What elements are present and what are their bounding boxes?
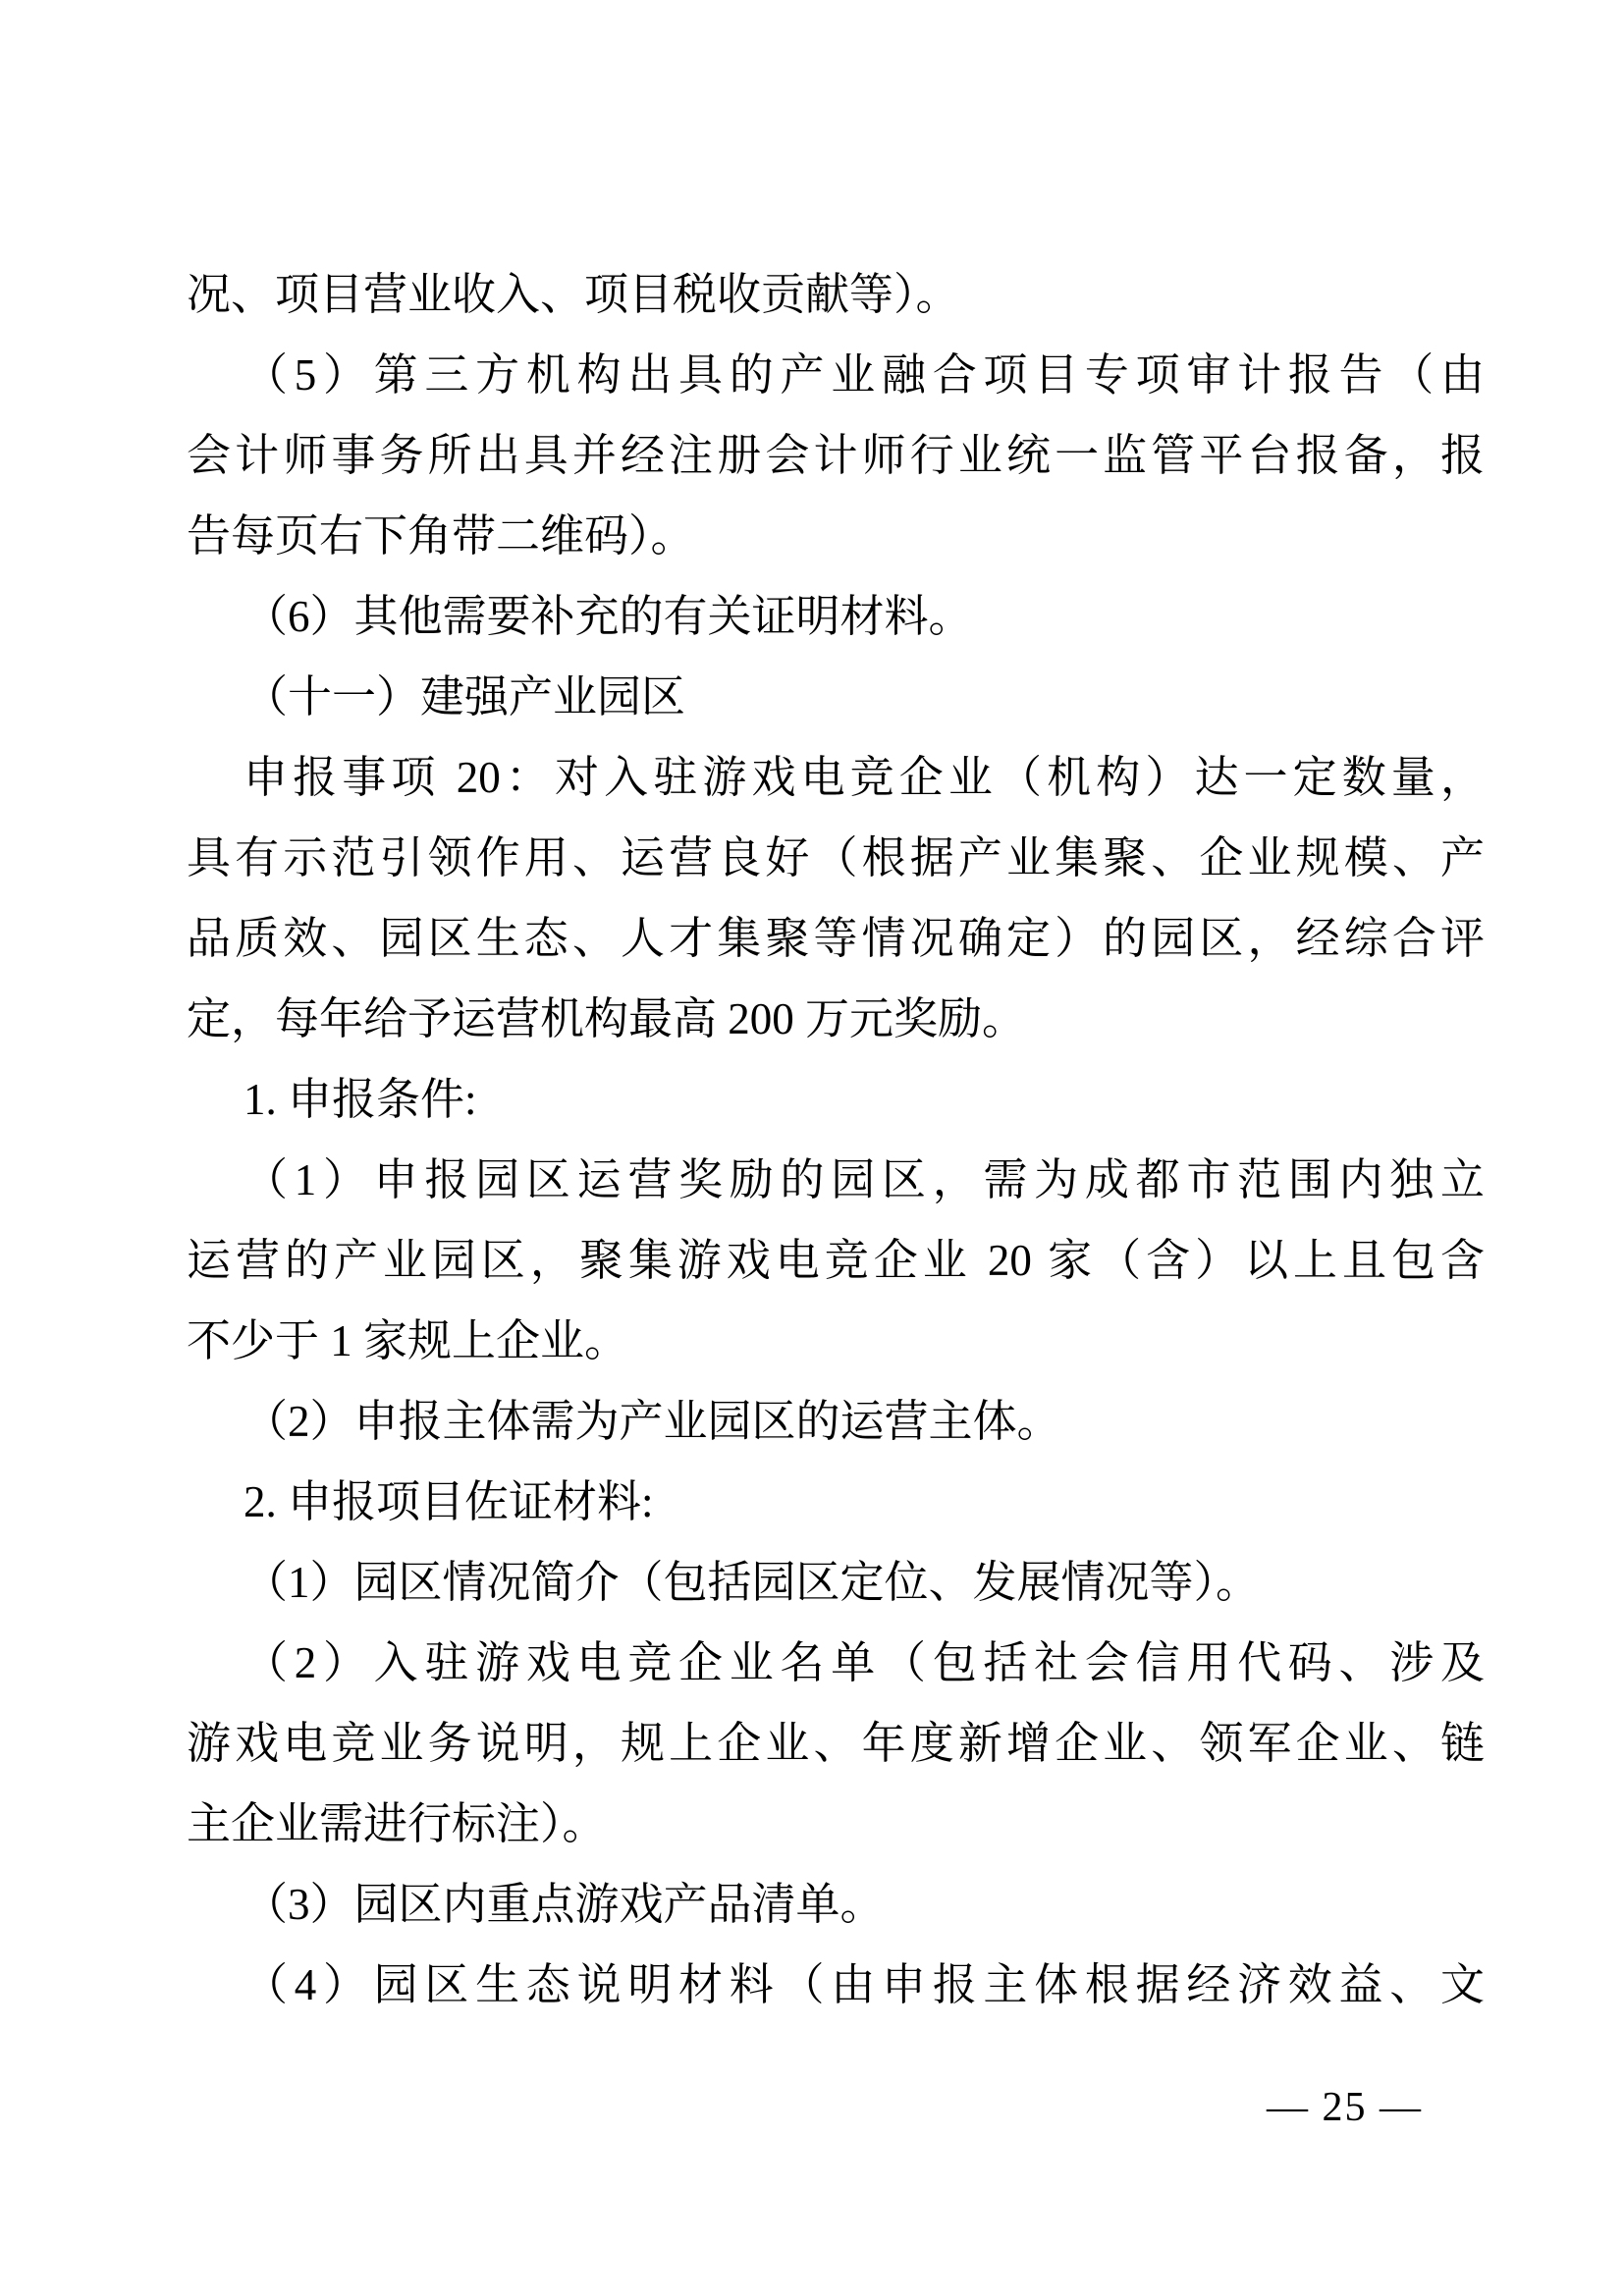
list-item-heading: 2. 申报项目佐证材料: [244, 1477, 654, 1526]
text-line: （4）园区生态说明材料（由申报主体根据经济效益、文 [244, 1960, 1485, 2009]
text-line: （1）申报园区运营奖励的园区，需为成都市范围内独立 [244, 1155, 1485, 1204]
text-line: 会计师事务所出具并经注册会计师行业统一监管平台报备，报 [187, 431, 1485, 480]
text-line: 况、项目营业收入、项目税收贡献等）。 [187, 270, 960, 319]
text-line: 具有示范引领作用、运营良好（根据产业集聚、企业规模、产 [187, 833, 1485, 882]
page-number: — 25 — [1267, 2085, 1423, 2130]
text-line: （6）其他需要补充的有关证明材料。 [244, 592, 973, 641]
text-line: 运营的产业园区，聚集游戏电竞企业 20 家（含）以上且包含 [187, 1236, 1485, 1285]
text-line: （1）园区情况简介（包括园区定位、发展情况等）。 [244, 1558, 1261, 1607]
text-line: 定，每年给予运营机构最高 200 万元奖励。 [187, 994, 1027, 1043]
list-item-heading: 1. 申报条件: [244, 1075, 477, 1124]
section-heading: （十一）建强产业园区 [244, 672, 686, 721]
text-line: 告每页右下角带二维码）。 [187, 511, 695, 561]
text-line: 主企业需进行标注）。 [187, 1799, 607, 1848]
text-line: 不少于 1 家规上企业。 [187, 1316, 629, 1365]
text-line: 游戏电竞业务说明，规上企业、年度新增企业、领军企业、链 [187, 1719, 1485, 1768]
text-line: 申报事项 20：对入驻游戏电竞企业（机构）达一定数量， [244, 753, 1485, 802]
text-line: （5）第三方机构出具的产业融合项目专项审计报告（由 [244, 350, 1485, 400]
text-line: （2）入驻游戏电竞企业名单（包括社会信用代码、涉及 [244, 1638, 1485, 1687]
text-line: （3）园区内重点游戏产品清单。 [244, 1880, 885, 1929]
text-line: （2）申报主体需为产业园区的运营主体。 [244, 1397, 1061, 1446]
document-body [187, 254, 1485, 2025]
text-line: 品质效、园区生态、人才集聚等情况确定）的园区，经综合评 [187, 914, 1485, 963]
